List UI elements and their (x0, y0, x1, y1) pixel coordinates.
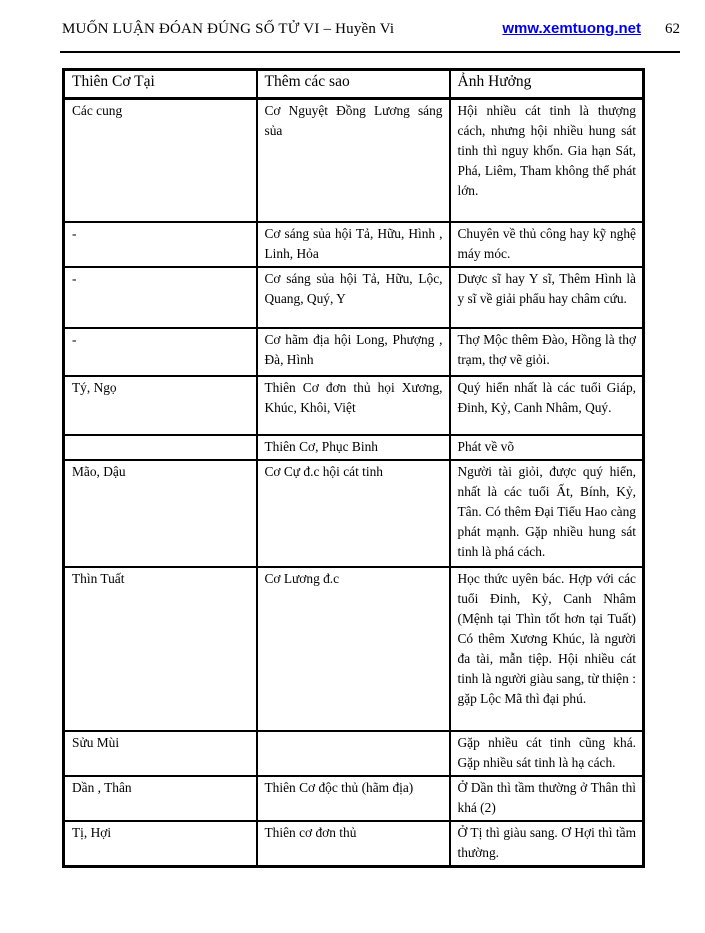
cell-stars: Cơ Cự đ.c hội cát tinh (257, 460, 450, 567)
cell-position (64, 435, 257, 460)
cell-position: Mão, Dậu (64, 460, 257, 567)
header-divider-rule (60, 51, 680, 53)
table-row (64, 460, 644, 567)
cell-position: Tý, Ngọ (64, 376, 257, 435)
table-row (64, 99, 644, 222)
table-row (64, 776, 644, 821)
cell-effect: Ở Dần thì tầm thường ở Thân thì khá (2) (450, 776, 644, 821)
cell-position: Các cung (64, 99, 257, 222)
page-header (62, 20, 680, 38)
cell-stars: Cơ Lương đ.c (257, 567, 450, 731)
cell-position: Thìn Tuất (64, 567, 257, 731)
page-number: 62 (665, 21, 680, 37)
cell-effect: Học thức uyên bác. Hợp với các tuổi Đinh, Kỷ, Canh Nhâm (Mệnh tại Thìn tốt hơn tại Tuất) Có thêm Xương Khúc, là người đa tài, mẫn tiệp. Hội nhiều cát tinh là người giàu sang, từ thiện : gặp Lộc Mã thì đại phú. (450, 567, 644, 731)
column-header-stars: Thêm các sao (257, 70, 450, 99)
cell-effect: Người tài giỏi, được quý hiển, nhất là các tuổi Ất, Bính, Kỷ, Tân. Có thêm Đại Tiểu Hao càng phát mạnh. Gặp nhiều hung sát tinh là phá cách. (450, 460, 644, 567)
cell-stars: Cơ sáng sủa hội Tả, Hữu, Lộc, Quang, Quý, Y (257, 267, 450, 328)
cell-effect: Thợ Mộc thêm Đào, Hồng là thợ trạm, thợ vẽ giỏi. (450, 328, 644, 376)
site-link[interactable]: wmw.xemtuong.net (502, 20, 641, 37)
table-row (64, 328, 644, 376)
table-body (64, 99, 644, 867)
table-row (64, 376, 644, 435)
table-row (64, 435, 644, 460)
cell-effect: Chuyên về thủ công hay kỹ nghệ máy móc. (450, 222, 644, 267)
cell-stars: Thiên Cơ đơn thủ họi Xương, Khúc, Khôi, Việt (257, 376, 450, 435)
cell-stars: Thiên cơ đơn thủ (257, 821, 450, 867)
table-row (64, 821, 644, 867)
cell-position: Dần , Thân (64, 776, 257, 821)
cell-position: - (64, 328, 257, 376)
cell-stars: Cơ Nguyệt Đồng Lương sáng sủa (257, 99, 450, 222)
document-page (0, 20, 705, 933)
cell-effect: Ở Tị thì giàu sang. Ơ Hợi thì tầm thường. (450, 821, 644, 867)
table-header-row (64, 70, 644, 99)
table-header (64, 70, 644, 99)
document-title: MUỐN LUẬN ĐÓAN ĐÚNG SỐ TỬ VI – Huyền Vi (62, 21, 395, 37)
column-header-position: Thiên Cơ Tại (64, 70, 257, 99)
cell-stars (257, 731, 450, 776)
cell-position: Tị, Hợi (64, 821, 257, 867)
cell-effect: Quý hiển nhất là các tuổi Giáp, Đinh, Kỷ, Canh Nhâm, Quý. (450, 376, 644, 435)
column-header-effect: Ảnh Hưởng (450, 70, 644, 99)
cell-position: - (64, 222, 257, 267)
cell-effect: Dược sĩ hay Y sĩ, Thêm Hình là y sĩ về giải phẩu hay châm cứu. (450, 267, 644, 328)
cell-stars: Cơ sáng sủa hội Tả, Hữu, Hình , Linh, Hỏa (257, 222, 450, 267)
cell-effect: Gặp nhiều cát tinh cũng khá. Gặp nhiều sát tinh là hạ cách. (450, 731, 644, 776)
cell-effect: Hội nhiều cát tinh là thượng cách, nhưng hội nhiều hung sát tinh thì nguy khốn. Gia hạn Sát, Phá, Liêm, Tham không thể phát lớn. (450, 99, 644, 222)
table-row (64, 567, 644, 731)
cell-stars: Thiên Cơ, Phục Binh (257, 435, 450, 460)
table-row (64, 731, 644, 776)
cell-effect: Phát về võ (450, 435, 644, 460)
table-row (64, 267, 644, 328)
table-row (64, 222, 644, 267)
cell-stars: Thiên Cơ độc thủ (hãm địa) (257, 776, 450, 821)
thien-co-table (62, 68, 645, 868)
cell-stars: Cơ hãm địa hội Long, Phượng , Đà, Hình (257, 328, 450, 376)
cell-position: Sửu Mùi (64, 731, 257, 776)
cell-position: - (64, 267, 257, 328)
